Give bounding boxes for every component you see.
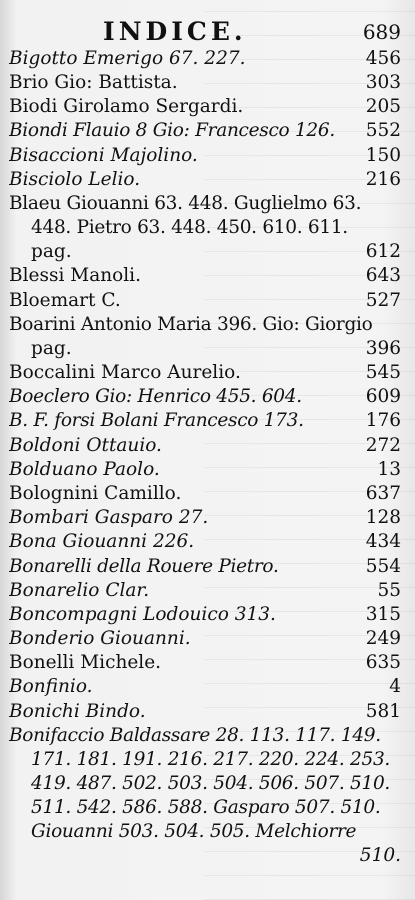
entry-page: 249	[365, 628, 401, 649]
entry-page: 434	[365, 531, 401, 552]
entry-text: 511. 542. 586. 588. Gasparo 507. 510.	[31, 797, 381, 818]
entry-page: 635	[365, 652, 401, 673]
entry-text: Boeclero Gio: Henrico 455. 604.	[9, 386, 302, 407]
index-entry	[9, 627, 401, 651]
page-title: INDICE.	[103, 17, 247, 46]
entry-page: 554	[365, 556, 401, 577]
index-entry	[9, 675, 401, 699]
index-entry-continuation	[31, 337, 401, 361]
entry-page: 527	[365, 290, 401, 311]
index-entry	[9, 47, 401, 71]
index-entry	[9, 482, 401, 506]
index-entry	[9, 506, 401, 530]
entry-text: 171. 181. 191. 216. 217. 220. 224. 253.	[31, 749, 390, 770]
entry-page: 612	[365, 241, 401, 262]
entry-page: 150	[365, 145, 401, 166]
entry-text: Bona Giouanni 226.	[9, 531, 195, 552]
entry-page: 55	[377, 580, 401, 601]
index-entry	[9, 289, 401, 313]
entry-text: Bombari Gasparo 27.	[9, 507, 209, 528]
index-entry-continuation	[31, 820, 401, 844]
entry-text: pag.	[31, 338, 72, 359]
entry-page: 581	[365, 701, 401, 722]
entry-page: 456	[365, 48, 401, 69]
entry-text: Bonifaccio Baldassare 28. 113. 117. 149.	[9, 725, 381, 746]
index-entry	[9, 95, 401, 119]
index-entry	[9, 579, 401, 603]
index-entry	[9, 409, 401, 433]
entry-page: 205	[365, 96, 401, 117]
entry-text: Boccalini Marco Aurelio.	[9, 362, 241, 383]
entry-page: 510.	[359, 845, 401, 866]
index-entry	[9, 168, 401, 192]
index-entry-continuation	[31, 216, 401, 240]
entry-text: Bonichi Bindo.	[9, 701, 146, 722]
entry-page: 637	[365, 483, 401, 504]
entry-text: Boarini Antonio Maria 396. Gio: Giorgio	[9, 314, 373, 335]
entry-text: Bonfinio.	[9, 676, 93, 697]
index-entry	[9, 651, 401, 675]
entry-page: 13	[377, 459, 401, 480]
entry-page: 609	[365, 386, 401, 407]
index-entry-page-only	[9, 844, 401, 868]
index-entry	[9, 313, 401, 337]
index-entry-continuation	[31, 240, 401, 264]
index-entry-continuation	[31, 772, 401, 796]
entry-text: B. F. forsi Bolani Francesco 173.	[9, 410, 304, 431]
entry-text: Biodi Girolamo Sergardi.	[9, 96, 244, 117]
index-entry	[9, 603, 401, 627]
index-entry	[9, 385, 401, 409]
entry-text: Blaeu Giouanni 63. 448. Guglielmo 63.	[9, 193, 362, 214]
entry-text: 419. 487. 502. 503. 504. 506. 507. 510.	[31, 773, 390, 794]
index-entry-continuation	[31, 796, 401, 820]
entry-page: 315	[365, 604, 401, 625]
entry-text: pag.	[31, 241, 72, 262]
entry-page: 396	[365, 338, 401, 359]
entry-text: Biondi Flauio 8 Gio: Francesco 126.	[9, 120, 335, 141]
entry-page: 303	[365, 72, 401, 93]
entry-text: Bonarelio Clar.	[9, 580, 150, 601]
entry-page: 216	[365, 169, 401, 190]
index-entry-continuation	[31, 748, 401, 772]
entry-text: Brio Gio: Battista.	[9, 72, 178, 93]
entry-text: Giouanni 503. 504. 505. Melchiorre	[31, 821, 357, 842]
entry-text: Bolognini Camillo.	[9, 483, 182, 504]
entry-page: 128	[365, 507, 401, 528]
index-entry	[9, 361, 401, 385]
entry-text: Bolduano Paolo.	[9, 459, 160, 480]
entry-text: Boldoni Ottauio.	[9, 435, 162, 456]
entry-text: Bisaccioni Majolino.	[9, 145, 198, 166]
entry-text: Bonelli Michele.	[9, 652, 162, 673]
entry-page: 4	[389, 676, 401, 697]
entry-page: 272	[365, 435, 401, 456]
entry-text: Boncompagni Lodouico 313.	[9, 604, 276, 625]
entry-text: Bonderio Giouanni.	[9, 628, 191, 649]
entry-page: 176	[365, 410, 401, 431]
index-entry	[9, 119, 401, 143]
entry-text: Bigotto Emerigo 67. 227.	[9, 48, 246, 69]
entry-page: 545	[365, 362, 401, 383]
entry-text: Bonarelli della Rouere Pietro.	[9, 556, 279, 577]
index-entry	[9, 71, 401, 95]
entry-text: Blessi Manoli.	[9, 265, 141, 286]
index-entry	[9, 144, 401, 168]
entry-page: 552	[365, 120, 401, 141]
index-entry	[9, 555, 401, 579]
index-entry	[9, 434, 401, 458]
index-entry	[9, 264, 401, 288]
index-entry	[9, 530, 401, 554]
index-entry	[9, 192, 401, 216]
index-entry	[9, 700, 401, 724]
index-entry	[9, 724, 401, 748]
entry-page: 643	[365, 265, 401, 286]
entry-text: Bloemart C.	[9, 290, 121, 311]
index-entry	[9, 458, 401, 482]
entry-text: Bisciolo Lelio.	[9, 169, 141, 190]
page-number: 689	[362, 20, 401, 44]
entry-text: 448. Pietro 63. 448. 450. 610. 611.	[31, 217, 348, 238]
